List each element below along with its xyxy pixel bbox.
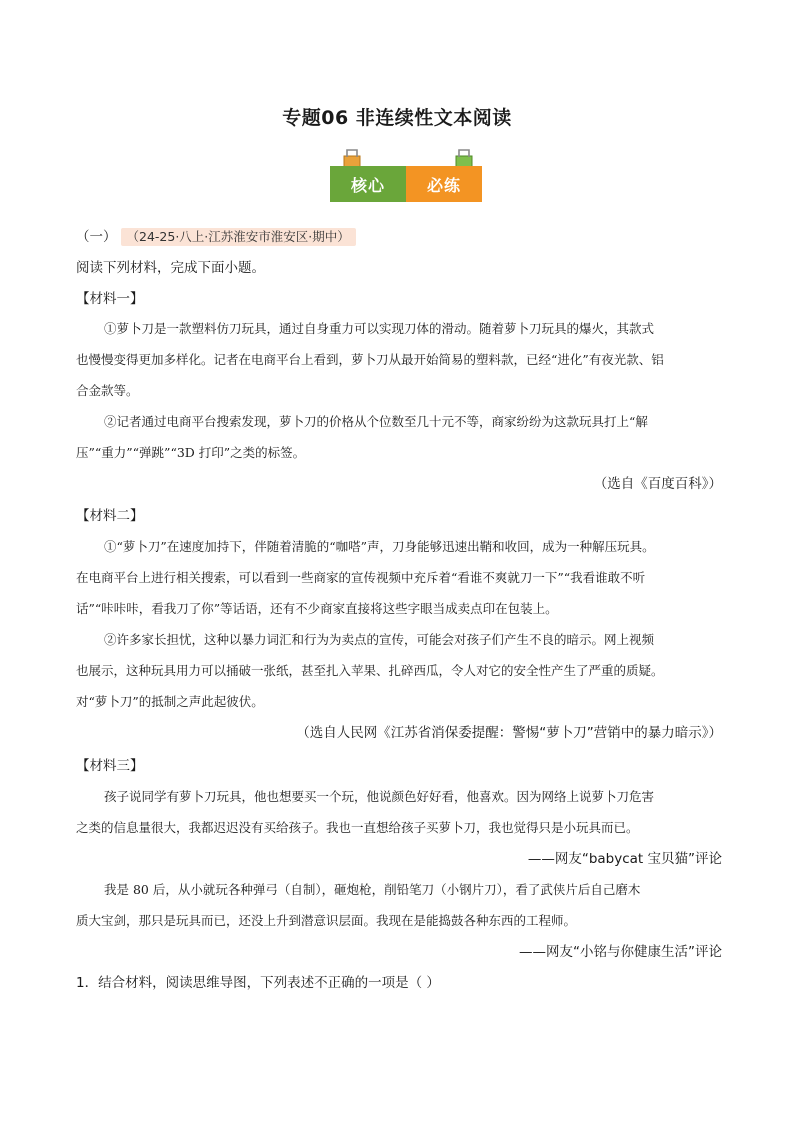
section-number: （一） (76, 229, 117, 245)
material-3-text: 之类的信息量很大，我都迟迟没有买给孩子。我也一直想给孩子买萝卜刀，我也觉得只是小玩具而已。 (76, 820, 639, 835)
material-2-text: 话”“咔咔咔，看我刀了你”等话语，还有不少商家直接将这些字眼当成卖点印在包装上。 (76, 601, 558, 616)
section-header (76, 228, 356, 246)
material-1-text: 合金款等。 (76, 383, 139, 398)
material-1-text: 也慢慢变得更加多样化。记者在电商平台上看到，萝卜刀从最开始简易的塑料款，已经“进化”有夜光款、铝 (76, 352, 664, 367)
material-1-text: ②记者通过电商平台搜索发现，萝卜刀的价格从个位数至几十元不等，商家纷纷为这款玩具打上“解 (104, 414, 648, 429)
material-1-heading: 【材料一】 (76, 291, 144, 307)
material-3-text: 质大宝剑，那只是玩具而已，还没上升到潜意识层面。我现在是能捣鼓各种东西的工程师。 (76, 913, 577, 928)
material-3-comment-source: ——网友“babycat 宝贝猫”评论 (527, 851, 722, 867)
material-1-text: ①萝卜刀是一款塑料仿刀玩具，通过自身重力可以实现刀体的滑动。随着萝卜刀玩具的爆火，其款式 (104, 321, 655, 336)
badge-practice-label: 必练 (406, 166, 482, 202)
material-2-text: 也展示，这种玩具用力可以捅破一张纸，甚至扎入苹果、扎碎西瓜，令人对它的安全性产生了严重的质疑。 (76, 663, 664, 678)
core-practice-badge (330, 148, 482, 204)
material-1-text: 压”“重力”“弹跳”“3D 打印”之类的标签。 (76, 445, 306, 460)
material-3-heading: 【材料三】 (76, 758, 144, 774)
material-2-text: ①“萝卜刀”在速度加持下，伴随着清脆的“咖嗒”声，刀身能够迅速出鞘和收回，成为一种解压玩具。 (104, 539, 655, 554)
material-2-text: ②许多家长担忧，这种以暴力词汇和行为为卖点的宣传，可能会对孩子们产生不良的暗示。网上视频 (104, 632, 655, 647)
material-2-heading: 【材料二】 (76, 508, 144, 524)
material-1-source: （选自《百度百科》） (593, 476, 722, 492)
material-3-text: 孩子说同学有萝卜刀玩具，他也想要买一个玩，他说颜色好好看，他喜欢。因为网络上说萝卜刀危害 (104, 789, 655, 804)
question-1: 1．结合材料，阅读思维导图，下列表述不正确的一项是（ ） (76, 975, 440, 991)
material-2-text: 对“萝卜刀”的抵制之声此起彼伏。 (76, 694, 264, 709)
material-3-text: 我是 80 后，从小就玩各种弹弓（自制），砸炮枪，削铅笔刀（小钢片刀），看了武侠片后自己磨木 (104, 882, 641, 897)
source-tag: （24-25·八上·江苏淮安市淮安区·期中） (121, 228, 356, 246)
material-2-source: （选自人民网《江苏省消保委提醒：警惕“萝卜刀”营销中的暴力暗示》） (296, 725, 722, 741)
badge-core-label: 核心 (330, 166, 406, 202)
material-3-comment-source: ——网友“小铭与你健康生活”评论 (519, 944, 722, 960)
instruction: 阅读下列材料，完成下面小题。 (76, 260, 265, 276)
page-title: 专题06 非连续性文本阅读 (282, 107, 512, 129)
material-2-text: 在电商平台上进行相关搜索，可以看到一些商家的宣传视频中充斥着“看谁不爽就刀一下”“我看谁敢不听 (76, 570, 646, 585)
